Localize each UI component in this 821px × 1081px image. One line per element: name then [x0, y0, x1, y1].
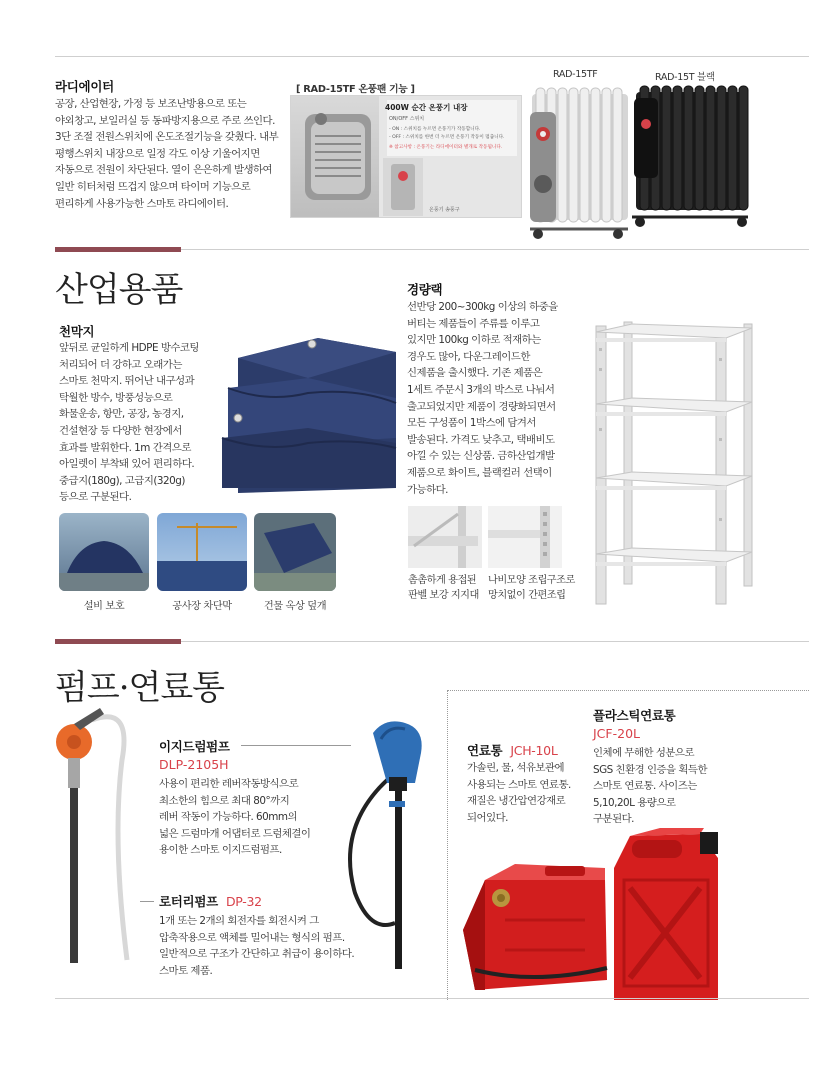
fuel-can-model: JCH-10L: [510, 743, 558, 758]
rack-title: 경량랙: [407, 282, 443, 297]
feature-line-2: - ON : 스위치를 누르면 온풍기가 작동합니다.: [389, 127, 481, 132]
feature-heading: 400W 순간 온풍기 내장: [385, 103, 468, 112]
pump-accent-bar: [55, 639, 181, 644]
top-divider: [55, 56, 809, 57]
metal-fuel-can-image: [455, 860, 615, 1000]
fuel-section-horizontal-divider: [447, 690, 809, 691]
fuel-can-title-text: 연료통: [467, 743, 503, 758]
easy-drum-pump-image: [325, 713, 440, 978]
tarp-caption-1: 설비 보호: [83, 601, 125, 612]
pump-section-title: 펌프·연료통: [55, 668, 225, 708]
model-label-rad15tf: RAD-15TF: [553, 69, 598, 80]
fuel-can-title: [467, 741, 558, 759]
feature-line-1: ON/OFF 스위치: [389, 116, 425, 122]
tarp-title: 천막지: [59, 324, 95, 339]
industrial-section-title: 산업용품: [55, 270, 183, 310]
feature-outlet-label: 온풍기 송풍구: [429, 207, 460, 213]
tarp-caption-3: 건물 옥상 덮개: [263, 601, 327, 612]
rack-body: 선반당 200~300kg 이상의 하중을 버티는 제품들이 주류를 이루고 있지만 100kg 이하로 적재하는 경우도 많아, 다운그레이드한 신제품을 출시했다. 기존 제품은 1세트 주문시 3개의 박스로 나눠서 출고되었지만 제품이 경량화되면서 모든 구성품이 1박스에 담겨서 발송된다. 가격도 낮추고, 택배비도 아낄 수 있는 신상품. 금하산업개발 제품으로 화이트, 블랙컬러 선택이 가능하다.: [407, 301, 558, 496]
rotary-title: [159, 892, 262, 910]
tarp-photo-construction: [157, 513, 247, 591]
rotary-title-line: [140, 901, 154, 902]
feature-box-title: [ RAD-15TF 온풍팬 기능 ]: [296, 84, 415, 95]
radiator-body: 공장, 산업현장, 가정 등 보조난방용으로 또는 야외창고, 보일러실 등 동파방지용으로 주로 쓰인다. 3단 조절 전원스위치에 온도조절기능을 갖췄다. 내부 평행스위치 내장으로 일정 각도 이상 기울어지면 자동으로 전원이 차단된다. 열이 은은하게 발생하여 일반 히터처럼 뜨겁지 않으며 타이머 기능으로 편리하게 사용가능한 스마토 라디에이터.: [55, 98, 279, 210]
plastic-can-model: JCF-20L: [593, 726, 640, 741]
tarp-caption-2: 공사장 차단막: [172, 601, 232, 612]
rack-detail-photo-welded: [408, 506, 482, 568]
radiator-product-image: [528, 84, 760, 244]
plastic-can-title: 플라스틱연료통: [593, 708, 676, 723]
heater-fan-feature-image: [290, 95, 522, 218]
tarp-body: 앞뒤로 균일하게 HDPE 방수코팅 처리되어 더 강하고 오래가는 스마토 천막지. 뛰어난 내구성과 탁월한 방수, 방풍성능으로 화물운송, 항만, 공장, 농경지, 건설현장 등 다양한 현장에서 효과를 발휘한다. 1m 간격으로 아일렛이 부착돼 있어 편리하다. 중급지(180g), 고급지(320g) 등으로 구분된다.: [59, 342, 199, 504]
tarp-photo-equipment: [59, 513, 149, 591]
easy-drum-body: 사용이 편리한 레버작동방식으로 최소한의 힘으로 최대 80°까지 레버 작동이 가능하다. 60mm의 넓은 드럼마개 어댑터로 드럼체결이 용이한 스마토 이지드럼펌프.: [159, 778, 311, 857]
easy-drum-title-text: 이지드럼펌프: [159, 739, 230, 754]
rack-caption-1: 촘촘하게 용접된 판벨 보강 지지대: [408, 575, 479, 601]
feature-line-3: - OFF : 스위치를 한번 더 누르면 온풍기 작동이 멈춥니다.: [389, 135, 505, 140]
fuel-section-vertical-divider: [447, 690, 448, 1000]
rotary-model: DP-32: [225, 894, 262, 909]
rack-product-image: [590, 318, 760, 605]
bottom-divider: [55, 998, 809, 999]
rack-detail-photo-butterfly: [488, 506, 562, 568]
model-label-rad15t-black: RAD-15T 블랙: [655, 72, 715, 83]
plastic-can-body: 인체에 무해한 성분으로 SGS 친환경 인증을 획득한 스마토 연료통. 사이즈는 5,10,20L 용량으로 구분된다.: [593, 747, 707, 826]
rotary-title-text: 로터리펌프: [159, 894, 218, 909]
rotary-body: 1개 또는 2개의 회전자를 회전시켜 그 압축작용으로 액체를 밀어내는 형식의 펌프. 일반적으로 구조가 간단하고 취급이 용이하다. 스마토 제품.: [159, 915, 355, 977]
tarp-photo-rooftop: [254, 513, 336, 591]
feature-note: ※ 참고사항 : 온풍기는 라디에이터와 별개로 작동됩니다.: [389, 145, 503, 150]
plastic-fuel-can-image: [600, 828, 730, 1008]
easy-drum-title: [159, 737, 230, 755]
easy-drum-model: DLP-2105H: [159, 757, 229, 772]
radiator-title: 라디에이터: [55, 79, 114, 94]
rack-caption-2: 나비모양 조립구조로 망치없이 간편조립: [488, 575, 575, 601]
rotary-pump-image: [52, 700, 147, 970]
fuel-can-body: 가솔린, 물, 석유보관에 사용되는 스마토 연료통. 재질은 냉간압연강재로 되어있다.: [467, 762, 571, 824]
industrial-accent-bar: [55, 247, 181, 252]
tarp-product-image: [208, 328, 398, 498]
